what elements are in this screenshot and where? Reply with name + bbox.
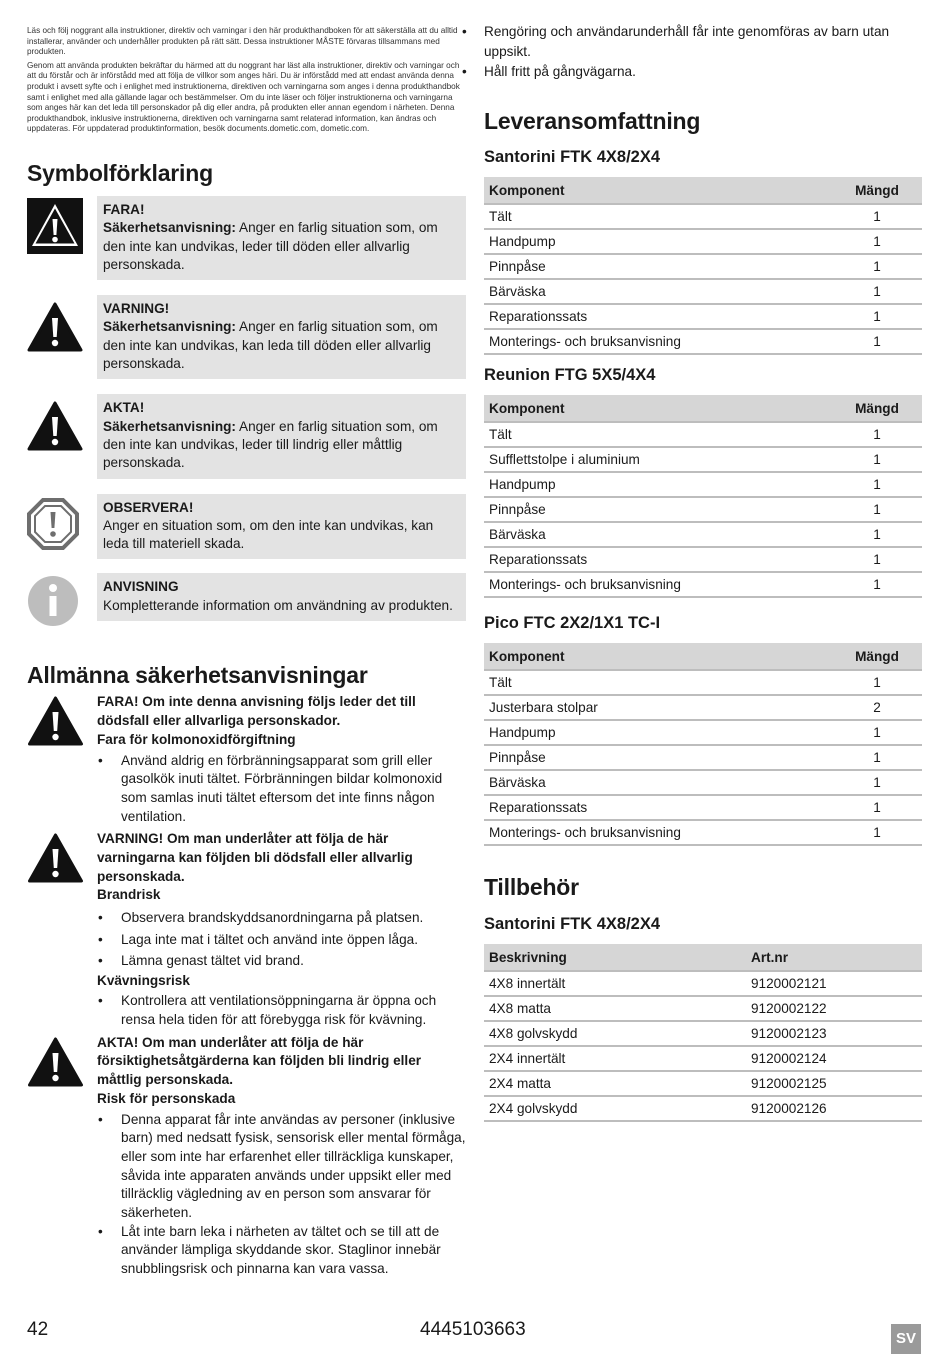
warning-icon — [27, 297, 83, 353]
delivery-table-2 — [484, 395, 922, 598]
table-row — [484, 254, 922, 279]
injury-risk-subheading: Risk för personskada — [97, 1090, 236, 1106]
cell: Bärväska — [484, 770, 832, 795]
cell: 9120002121 — [747, 971, 922, 996]
cell: 9120002122 — [747, 996, 922, 1021]
table-row — [484, 1046, 922, 1071]
danger-warning-icon — [27, 198, 83, 254]
table-row — [484, 522, 922, 547]
col-description: Beskrivning — [484, 944, 747, 971]
cell: 1 — [832, 820, 922, 845]
symbols-heading: Symbolförklaring — [27, 159, 213, 186]
caution-lead: Säkerhetsanvisning: — [103, 418, 236, 434]
col-qty: Mängd — [832, 643, 922, 670]
continued-bullet: • Rengöring och användarunderhåll får inte genomföras av barn utan uppsikt. — [391, 22, 922, 62]
safety-caution-text — [97, 1034, 466, 1279]
fire-bullet: • Lämna genast tältet vid brand. — [97, 950, 466, 972]
info-icon — [27, 575, 83, 631]
caution-heading: AKTA! Om man underlåter att följa de här försiktighetsåtgärderna kan följden bli lindrig eller måttlig personskada. — [97, 1034, 422, 1088]
cell: 4X8 innertält — [484, 971, 747, 996]
symbol-caution — [27, 394, 466, 478]
delivery-table-1-title: Santorini FTK 4X8/2X4 — [484, 148, 661, 166]
cell: Tält — [484, 670, 832, 695]
suffocation-subheading: Kvävningsrisk — [97, 972, 190, 988]
cell: 4X8 matta — [484, 996, 747, 1021]
table-row — [484, 472, 922, 497]
danger-title: FARA! — [103, 201, 145, 217]
cell: 1 — [832, 279, 922, 304]
cell: 1 — [832, 572, 922, 597]
fire-risk-subheading: Brandrisk — [97, 887, 161, 903]
cell: 1 — [832, 472, 922, 497]
cell: 2X4 innertält — [484, 1046, 747, 1071]
safety-caution — [27, 1034, 466, 1279]
cell: 2X4 matta — [484, 1071, 747, 1096]
cell: Reparationssats — [484, 547, 832, 572]
col-qty: Mängd — [832, 395, 922, 422]
warning-title: VARNING! — [103, 301, 170, 317]
table-row — [484, 279, 922, 304]
cell: 1 — [832, 329, 922, 354]
cell: 9120002124 — [747, 1046, 922, 1071]
cell: 1 — [832, 522, 922, 547]
cell: 1 — [832, 422, 922, 447]
suffocation-bullet: • Kontrollera att ventilationsöppningarna är öppna och rensa hela tiden för att förebygga risk för kvävning. — [97, 992, 466, 1029]
danger-text: Anger en farlig situation som, om den inte kan undvikas, leder till döden eller allvarlig personskada. — [103, 220, 438, 272]
table-row — [484, 547, 922, 572]
table-row — [484, 204, 922, 229]
warning-lead: Säkerhetsanvisning: — [103, 319, 236, 335]
cell: Pinnpåse — [484, 745, 832, 770]
left-column — [27, 26, 466, 1279]
cell: 1 — [832, 670, 922, 695]
danger-lead: Säkerhetsanvisning: — [103, 220, 236, 236]
intro-paragraph-2: Genom att använda produkten bekräftar du härmed att du noggrant har läst alla instruktioner, direktiv och varningar och att du förstår och är införstådd med att följa de villkor som anges häri. Du är införstådd med att endast använda denna produkt i avsett syfte och i enlighet med instruktionerna, direktiven och varningarna som anges i denna produkthandbok samt i enlighet med alla gällande lagar och bestämmelser. Om du inte läser och följer instruktionerna och varningarna som anges här kan det leda till personskador på dig eller andra, på produkten eller annan egendom i närheten. Denna produkthandbok, inklusive instruktionerna, direktiven och varningarna samt relaterad information, kan ändras och uppdateras. För uppdaterad produktinformation, besök documents.dometic.com, dometic.com. — [27, 60, 460, 134]
col-component: Komponent — [484, 643, 832, 670]
col-qty: Mängd — [832, 177, 922, 204]
table-row — [484, 572, 922, 597]
warning-heading: VARNING! Om man underlåter att följa de här varningarna kan följden bli dödsfall eller allvarlig personskada. — [97, 831, 413, 884]
cell: Tält — [484, 422, 832, 447]
notice-text: Anger en situation som, om den inte kan undvikas, kan leda till materiell skada. — [103, 517, 434, 552]
cell: Pinnpåse — [484, 254, 832, 279]
danger-bullets — [97, 752, 466, 827]
notice-title: OBSERVERA! — [103, 499, 194, 515]
table-row — [484, 996, 922, 1021]
delivery-heading: Leveransomfattning — [484, 108, 701, 134]
table-row — [484, 229, 922, 254]
fire-bullet: • Laga inte mat i tältet och använd inte öppen låga. — [97, 929, 466, 951]
caution-icon — [27, 396, 83, 452]
table-row — [484, 670, 922, 695]
table-row — [484, 770, 922, 795]
delivery-table-2-title: Reunion FTG 5X5/4X4 — [484, 366, 656, 384]
continued-bullets — [391, 22, 922, 82]
cell: 2 — [832, 695, 922, 720]
table-row — [484, 1021, 922, 1046]
cell: Bärväska — [484, 279, 832, 304]
cell: Tält — [484, 204, 832, 229]
table-row — [484, 422, 922, 447]
caution-text: Anger en farlig situation som, om den inte kan undvikas, leder till lindrig eller måttlig personskada. — [103, 418, 438, 471]
cell: 1 — [832, 497, 922, 522]
danger-icon — [27, 693, 84, 745]
symbol-notice — [27, 494, 466, 560]
warning-text: Anger en farlig situation som, om den inte kan undvikas, kan leda till döden eller allvarlig personskada. — [103, 319, 438, 372]
cell: Monterings- och bruksanvisning — [484, 820, 832, 845]
caution-triangle-icon — [27, 1034, 84, 1086]
octagon-exclamation-icon — [27, 496, 83, 552]
info-title: ANVISNING — [103, 579, 179, 595]
info-box — [97, 573, 466, 621]
safety-warning — [27, 830, 466, 1029]
intro-paragraph-1: Läs och följ noggrant alla instruktioner, direktiv och varningar i den här produkthandboken för att säkerställa att du alltid installerar, använder och underhåller produkten på rätt sätt. Dessa instruktioner MÅSTE förvaras tillsammans med produkten. — [27, 26, 458, 57]
cell: 1 — [832, 447, 922, 472]
symbol-warning — [27, 295, 466, 379]
safety-warning-text — [97, 830, 466, 1029]
info-text: Kompletterande information om användning av produkten. — [103, 597, 453, 613]
safety-danger-text — [97, 693, 466, 826]
cell: Handpump — [484, 229, 832, 254]
cell: Pinnpåse — [484, 497, 832, 522]
cell: Reparationssats — [484, 304, 832, 329]
delivery-table-3 — [484, 643, 922, 846]
cell: Handpump — [484, 472, 832, 497]
cell: 1 — [832, 304, 922, 329]
danger-subheading: Fara för kolmonoxidförgiftning — [97, 731, 296, 747]
notice-box — [97, 494, 466, 560]
cell: Bärväska — [484, 522, 832, 547]
table-row — [484, 795, 922, 820]
cell: 1 — [832, 204, 922, 229]
table-row — [484, 329, 922, 354]
cell: Reparationssats — [484, 795, 832, 820]
cell: 1 — [832, 720, 922, 745]
danger-bullet: • Använd aldrig en förbränningsapparat som grill eller gasolkök inuti tältet. Förbränningen bildar kolmonoxid som samlas inuti tältet eftersom det inte finns någon ventilation. — [97, 752, 466, 827]
table-row — [484, 971, 922, 996]
cell: 9120002125 — [747, 1071, 922, 1096]
injury-bullet: • Denna apparat får inte användas av personer (inklusive barn) med nedsatt fysisk, sensorisk eller mental förmåga, eller som inte har erfarenhet eller tillräckliga kunskaper, såvida inte apparaten används under uppsikt eller med tillräcklig vägledning av en person som ansvarar för säkerheten. — [97, 1111, 466, 1223]
injury-risk-bullets — [97, 1111, 466, 1279]
col-article-number: Art.nr — [747, 944, 922, 971]
warning-triangle-icon — [27, 830, 84, 882]
table-row — [484, 745, 922, 770]
accessories-heading: Tillbehör — [484, 874, 579, 900]
cell: 1 — [832, 770, 922, 795]
safety-danger — [27, 693, 466, 826]
table-row — [484, 447, 922, 472]
caution-title: AKTA! — [103, 400, 145, 416]
danger-heading: FARA! Om inte denna anvisning följs leder det till dödsfall eller allvarliga personskador. — [97, 694, 416, 729]
warning-box — [97, 295, 466, 379]
continued-bullet: • Håll fritt på gångvägarna. — [391, 62, 922, 82]
cell: 1 — [832, 795, 922, 820]
col-component: Komponent — [484, 177, 832, 204]
safety-heading: Allmänna säkerhetsanvisningar — [27, 662, 368, 689]
accessories-table-title: Santorini FTK 4X8/2X4 — [484, 915, 661, 933]
symbol-info — [27, 573, 466, 631]
table-row — [484, 497, 922, 522]
delivery-table-1 — [484, 177, 922, 355]
fire-bullet: • Observera brandskyddsanordningarna på platsen. — [97, 907, 466, 929]
language-badge: SV — [891, 1324, 921, 1354]
suffocation-bullets — [97, 992, 466, 1029]
cell: 4X8 golvskydd — [484, 1021, 747, 1046]
injury-bullet: • Låt inte barn leka i närheten av tältet och se till att de använder lämpliga skyddande skor. Staglinor innebär snubblingsrisk och pinnarna kan vara vassa. — [97, 1223, 466, 1279]
cell: 1 — [832, 254, 922, 279]
cell: Monterings- och bruksanvisning — [484, 572, 832, 597]
caution-box — [97, 394, 466, 478]
fire-risk-bullets — [97, 907, 466, 972]
right-column — [484, 22, 922, 1122]
page-number: 42 — [27, 1319, 49, 1340]
cell: 2X4 golvskydd — [484, 1096, 747, 1121]
table-row — [484, 695, 922, 720]
accessories-table — [484, 944, 922, 1122]
table-row — [484, 1071, 922, 1096]
cell: 9120002126 — [747, 1096, 922, 1121]
cell: 1 — [832, 547, 922, 572]
col-component: Komponent — [484, 395, 832, 422]
cell: 9120002123 — [747, 1021, 922, 1046]
cell: 1 — [832, 745, 922, 770]
cell: Justerbara stolpar — [484, 695, 832, 720]
document-number: 4445103663 — [420, 1319, 526, 1340]
cell: Sufflettstolpe i aluminium — [484, 447, 832, 472]
cell: Monterings- och bruksanvisning — [484, 329, 832, 354]
cell: Handpump — [484, 720, 832, 745]
table-row — [484, 1096, 922, 1121]
danger-box — [97, 196, 466, 280]
table-row — [484, 820, 922, 845]
table-row — [484, 720, 922, 745]
table-row — [484, 304, 922, 329]
symbol-danger — [27, 196, 466, 280]
delivery-table-3-title: Pico FTC 2X2/1X1 TC-I — [484, 614, 661, 632]
cell: 1 — [832, 229, 922, 254]
